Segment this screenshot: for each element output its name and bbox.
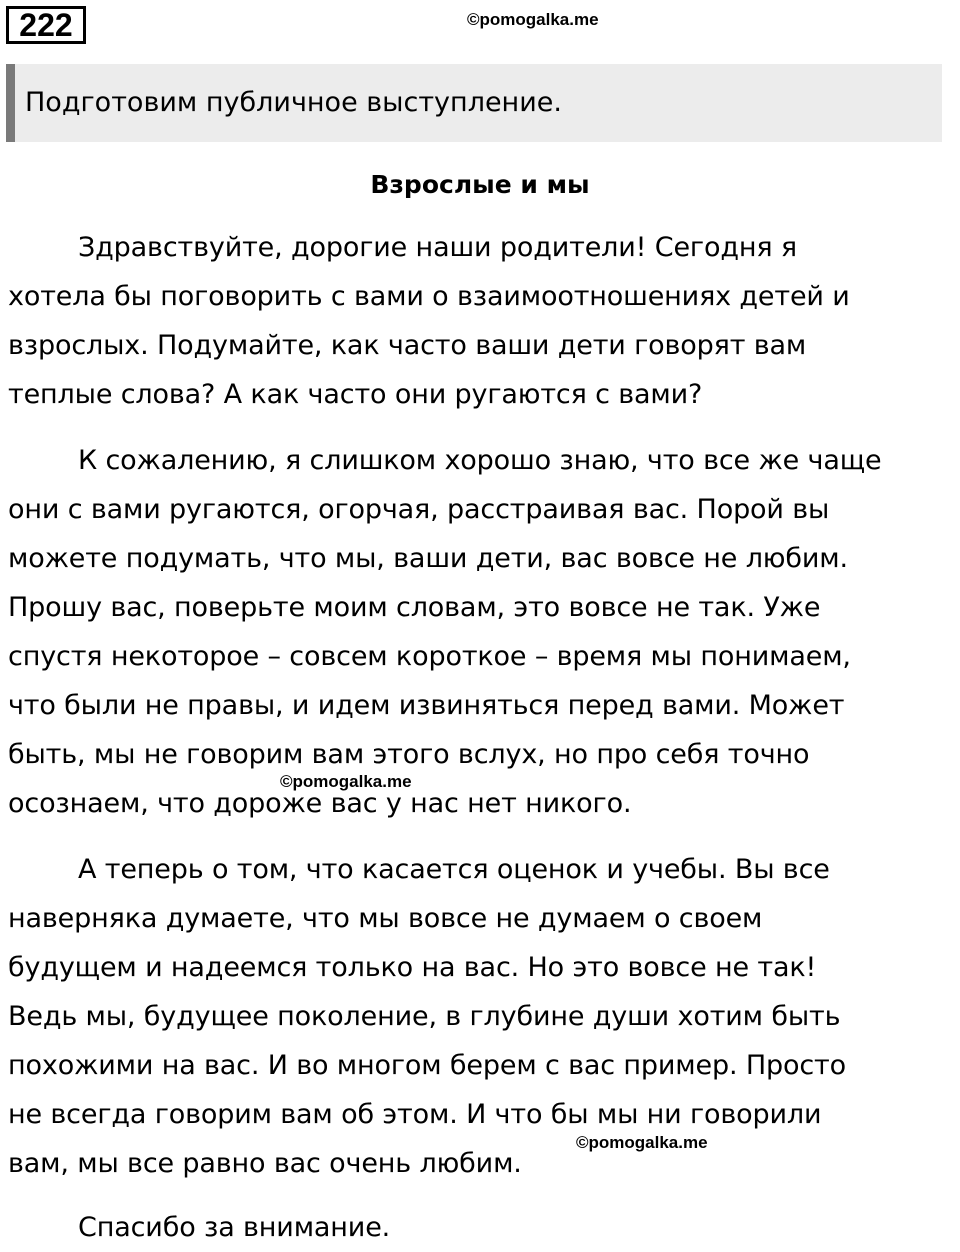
text-line: не всегда говорим вам об этом. И что бы мы ни говорили [8,1099,822,1130]
assignment-banner: Подготовим публичное выступление. [6,64,942,142]
text-line: Ведь мы, будущее поколение, в глубине души хотим быть [8,1001,841,1032]
text-line: что были не правы, и идем извиняться перед вами. Может [8,690,845,721]
watermark-top: ©pomogalka.me [467,10,599,29]
text-line: они с вами ругаются, огорчая, расстраивая вас. Порой вы [8,494,830,525]
text-line: теплые слова? А как часто они ругаются с вами? [8,379,703,410]
text-line: будущем и надеемся только на вас. Но это вовсе не так! [8,952,817,983]
text-line: взрослых. Подумайте, как часто ваши дети говорят вам [8,330,807,361]
text-line: К сожалению, я слишком хорошо знаю, что все же чаще [78,445,882,476]
text-line: А теперь о том, что касается оценок и учебы. Вы все [78,854,830,885]
text-line: быть, мы не говорим вам этого вслух, но про себя точно [8,739,810,770]
text-line: осознаем, что дороже вас у нас нет никого. [8,788,632,819]
text-line: спустя некоторое – совсем короткое – время мы понимаем, [8,641,851,672]
text-line: вам, мы все равно вас очень любим. [8,1148,522,1179]
text-line: Прошу вас, поверьте моим словам, это вовсе не так. Уже [8,592,821,623]
speech-title: Взрослые и мы [370,170,590,199]
text-line: наверняка думаете, что мы вовсе не думаем о своем [8,903,763,934]
text-line: хотела бы поговорить с вами о взаимоотношениях детей и [8,281,850,312]
text-line: Здравствуйте, дорогие наши родители! Сегодня я [78,232,797,263]
watermark-bottom: ©pomogalka.me [576,1133,708,1152]
text-line: можете подумать, что мы, ваши дети, вас вовсе не любим. [8,543,848,574]
text-line: похожими на вас. И во многом берем с вас пример. Просто [8,1050,846,1081]
text-line: Спасибо за внимание. [78,1212,391,1243]
watermark-middle: ©pomogalka.me [280,772,412,791]
task-number-box: 222 [6,6,86,44]
